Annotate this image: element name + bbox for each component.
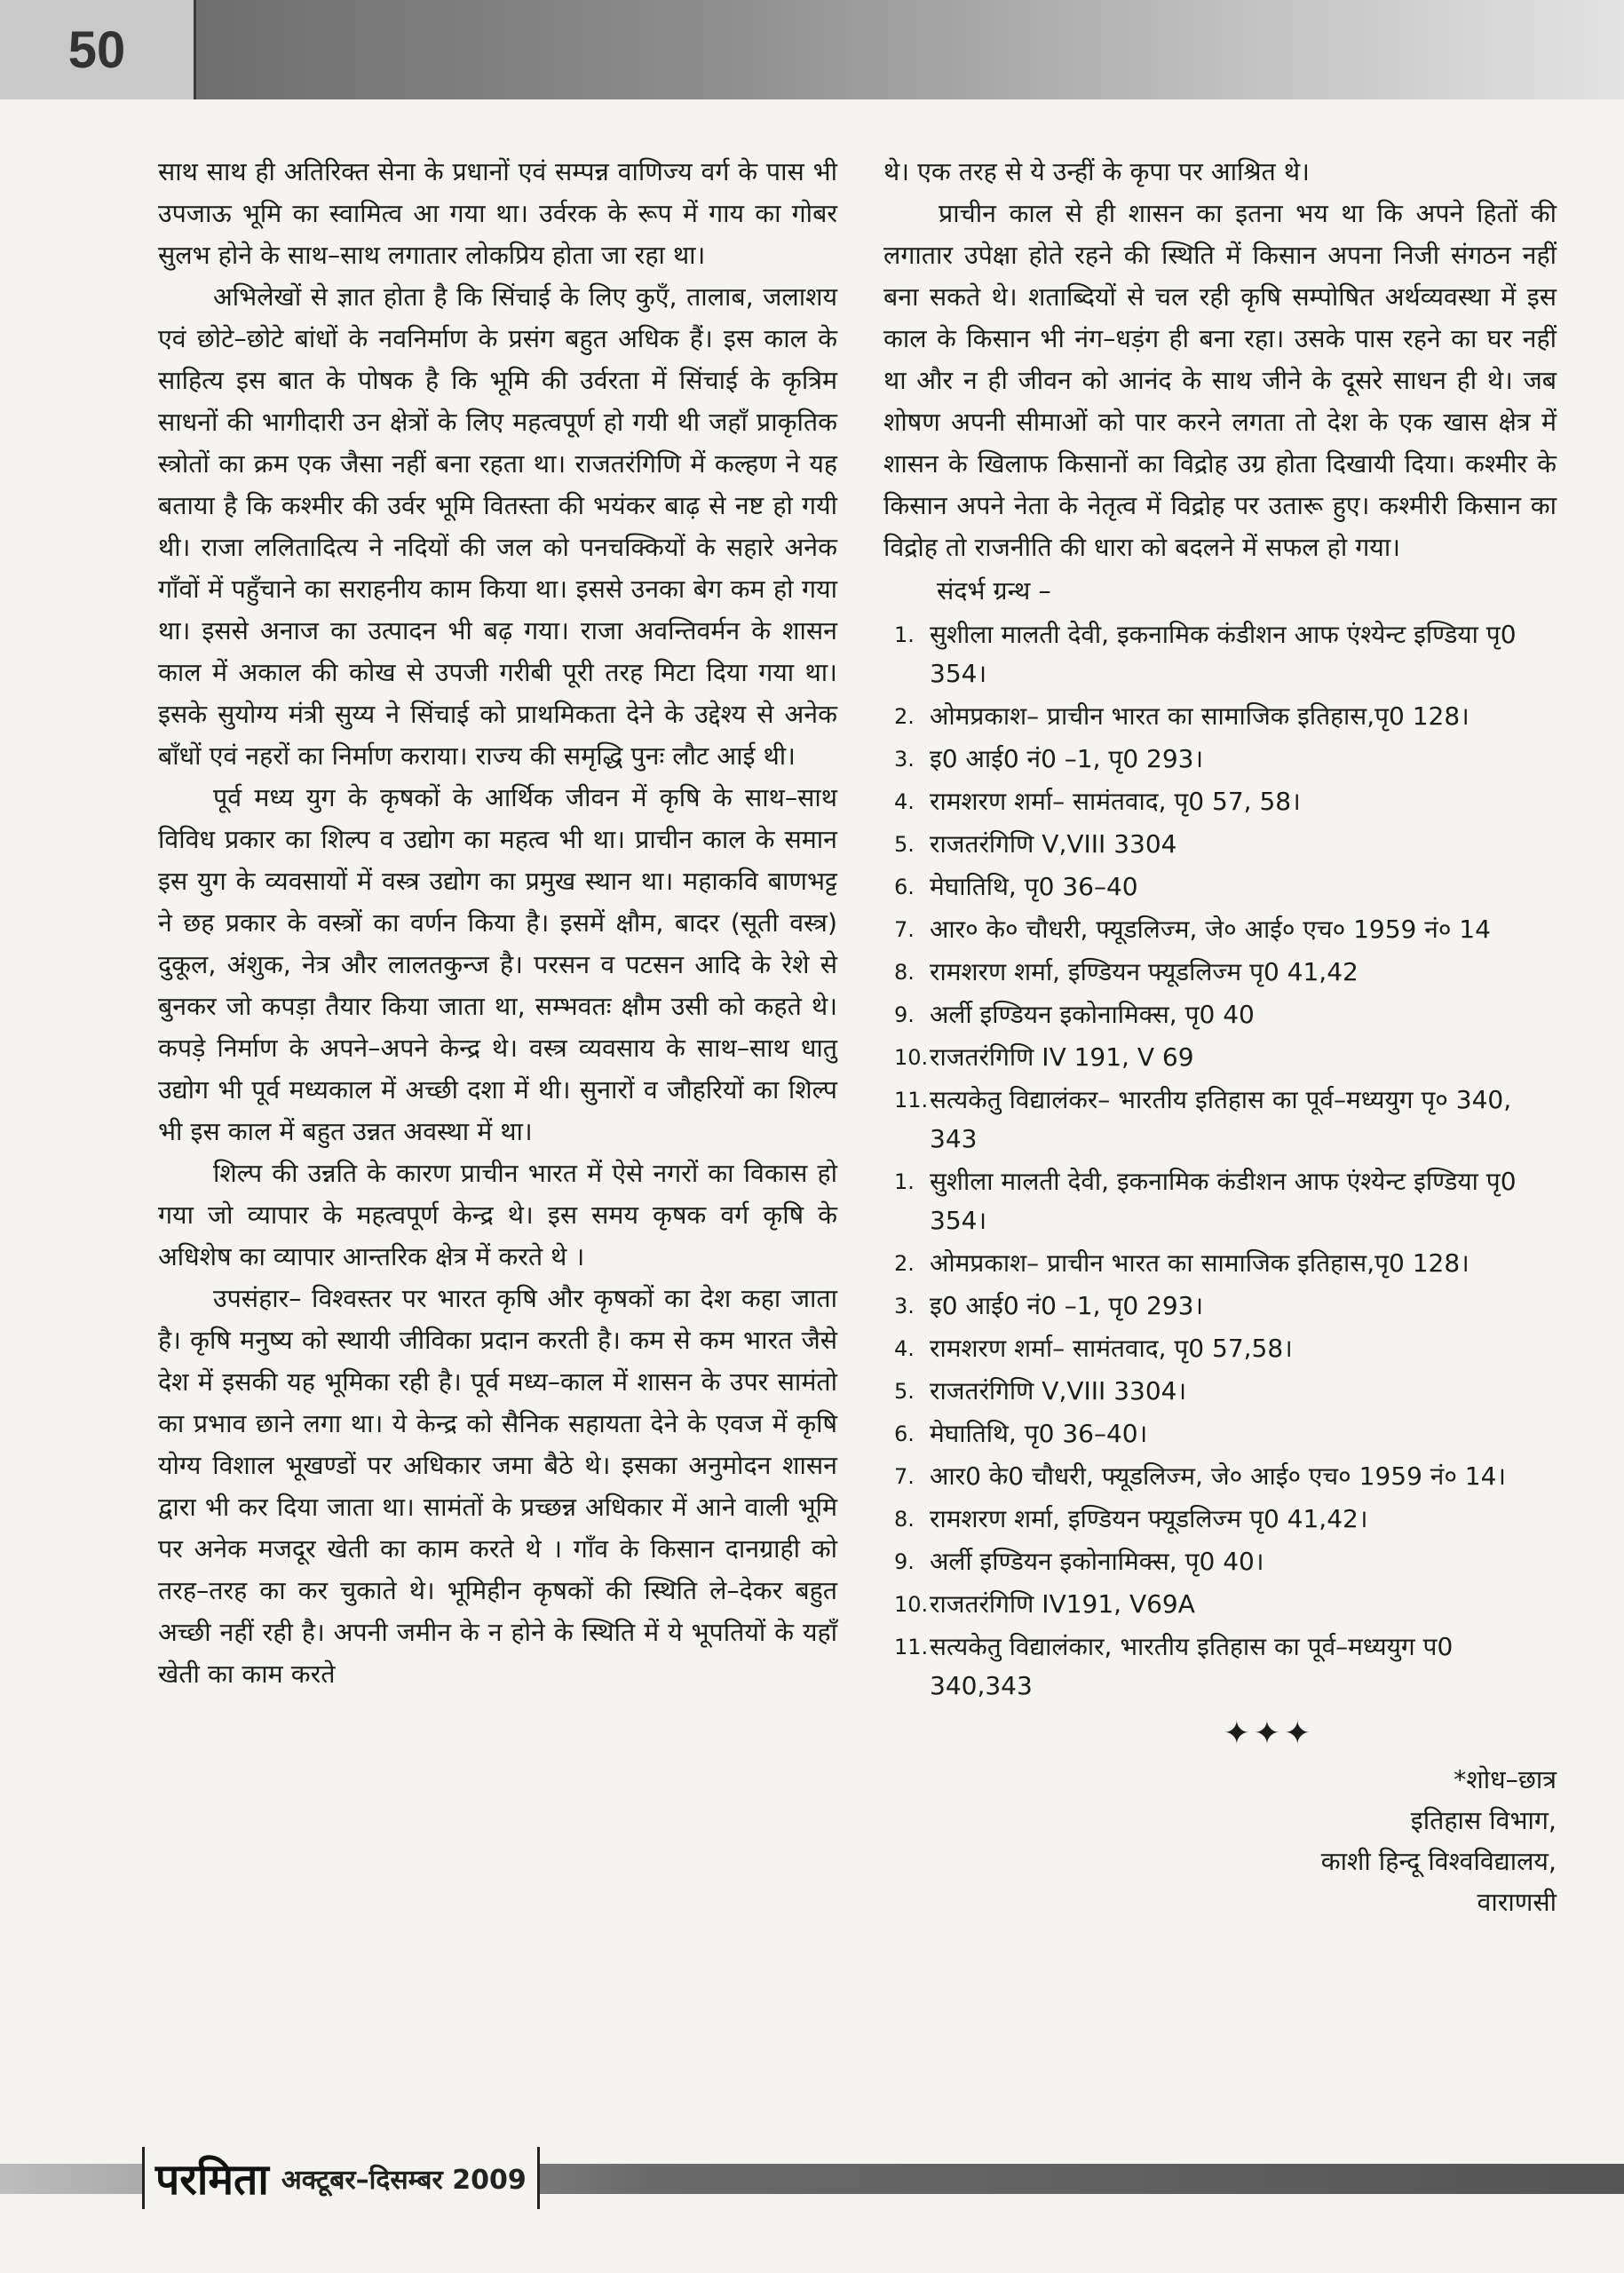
reference-item	[883, 1244, 1557, 1283]
right-column	[883, 151, 1557, 2144]
reference-item	[883, 825, 1557, 864]
reference-item	[883, 1585, 1557, 1624]
reference-text: सुशीला मालती देवी, इकनामिक कंडीशन आफ एंश्येन्ट इण्डिया पृ0 354।	[930, 620, 1517, 688]
reference-item	[883, 910, 1557, 949]
reference-number: 11.	[894, 1635, 929, 1659]
reference-text: रामशरण शर्मा, इण्डियन फ्यूडलिज्म पृ0 41,42।	[930, 1504, 1368, 1533]
reference-text: आर0 के0 चौधरी, फ्यूडलिज्म, जे० आई० एच० 1959 नं० 14।	[930, 1461, 1507, 1491]
affiliation-line: काशी हिन्दू विश्वविद्यालय,	[1320, 1847, 1557, 1876]
reference-item	[883, 1628, 1557, 1706]
reference-text: इ0 आई0 नं0 –1, पृ0 293।	[930, 1291, 1204, 1320]
section-end-ornament: ✦✦✦	[1223, 1715, 1315, 1752]
reference-text: ओमप्रकाश– प्राचीन भारत का सामाजिक इतिहास,पृ0 128।	[930, 701, 1470, 731]
reference-item	[883, 1542, 1557, 1581]
reference-item	[883, 1500, 1557, 1539]
reference-number: 1.	[894, 1169, 915, 1194]
body-paragraph: थे। एक तरह से ये उन्हीं के कृपा पर आश्रित थे।	[883, 157, 1310, 186]
header-band	[194, 0, 1624, 99]
reference-number: 1.	[894, 622, 915, 647]
reference-number: 7.	[894, 1464, 915, 1489]
reference-text: राजतरंगिणि IV 191, V 69	[930, 1042, 1194, 1072]
reference-number: 11.	[894, 1088, 929, 1113]
reference-item	[883, 1038, 1557, 1077]
body-paragraph: साथ साथ ही अतिरिक्त सेना के प्रधानों एवं सम्पन्न वाणिज्य वर्ग के पास भी उपजाऊ भूमि का स्वामित्व आ गया था। उर्वरक के रूप में गाय का गोबर सुलभ होने के साथ–साथ लगातार लोकप्रिय होता जा रहा था।	[158, 157, 837, 270]
reference-number: 5.	[894, 832, 915, 857]
body-paragraph: प्राचीन काल से ही शासन का इतना भय था कि अपने हितों की लगातार उपेक्षा होते रहने की स्थिति में किसान अपना निजी संगठन नहीं बना सकते थे। शताब्दियों से चल रही कृषि सम्पोषित अर्थव्यवस्था में इस काल के किसान भी नंग–धड़ंग ही बना रहा। उसके पास रहने का घर नहीं था और न ही जीवन को आनंद के साथ जीने के दूसरे साधन ही थे। जब शोषण अपनी सीमाओं को पार करने लगता तो देश के एक खास क्षेत्र में शासन के खिलाफ किसानों का विद्रोह उग्र होता दिखायी दिया। कश्मीर के किसान अपने नेता के नेतृत्व में विद्रोह पर उतारू हुए। कश्मीरी किसान का विद्रोह तो राजनीति की धारा को बदलने में सफल हो गया।	[883, 199, 1557, 562]
reference-number: 9.	[894, 1549, 915, 1574]
reference-item	[883, 1372, 1557, 1411]
reference-item	[883, 1287, 1557, 1326]
reference-item	[883, 782, 1557, 821]
body-paragraph: शिल्प की उन्नति के कारण प्राचीन भारत में ऐसे नगरों का विकास हो गया जो व्यापार के महत्वपूर्ण केन्द्र थे। इस समय कृषक वर्ग कृषि के अधिशेष का व्यापार आन्तरिक क्षेत्र में करते थे ।	[158, 1159, 837, 1271]
reference-text: सत्यकेतु विद्यालंकार, भारतीय इतिहास का पूर्व–मध्ययुग प0 340,343	[930, 1632, 1454, 1700]
affiliation-line: *शोध–छात्र	[1454, 1765, 1557, 1794]
reference-number: 4.	[894, 1336, 915, 1361]
reference-text: राजतरंगिणि V,VIII 3304	[930, 829, 1177, 859]
reference-number: 9.	[894, 1002, 915, 1027]
reference-number: 3.	[894, 747, 915, 772]
conclusion-paragraph: उपसंहार– विश्वस्तर पर भारत कृषि और कृषकों का देश कहा जाता है। कृषि मनुष्य को स्थायी जीविका प्रदान करती है। कम से कम भारत जैसे देश में इसकी यह भूमिका रही है। पूर्व मध्य–काल में शासन के उपर सामंतो का प्रभाव छाने लगा था। ये केन्द्र को सैनिक सहायता देने के एवज में कृषि योग्य विशाल भूखण्डों पर अधिकार जमा बैठे थे। इसका अनुमोदन शासन द्वारा भी कर दिया जाता था। सामंतों के प्रच्छन्न अधिकार में आने वाली भूमि पर अनेक मजदूर खेती का काम करते थे । गाँव के किसान दानग्राही को तरह–तरह का कर चुकाते थे। भूमिहीन कृषकों की स्थिति ले–देकर बहुत अच्छी नहीं रही है। अपनी जमीन के न होने के स्थिति में ये भूपतियों के यहाँ खेती का काम करते	[158, 1284, 837, 1689]
reference-number: 2.	[894, 1251, 915, 1276]
reference-text: ओमप्रकाश– प्राचीन भारत का सामाजिक इतिहास,पृ0 128।	[930, 1248, 1470, 1278]
reference-number: 7.	[894, 917, 915, 942]
reference-text: रामशरण शर्मा– सामंतवाद, पृ0 57,58।	[930, 1334, 1293, 1363]
body-paragraph: अभिलेखों से ज्ञात होता है कि सिंचाई के लिए कुएँ, तालाब, जलाशय एवं छोटे–छोटे बांधों के नवनिर्माण के प्रसंग बहुत अधिक हैं। इस काल के साहित्य इस बात के पोषक है कि भूमि की उर्वरता में सिंचाई के कृत्रिम साधनों की भागीदारी उन क्षेत्रों के लिए महत्वपूर्ण हो गयी थी जहाँ प्राकृतिक स्त्रोतों का क्रम एक जैसा नहीं बना रहता था। राजतरंगिणि में कल्हण ने यह बताया है कि कश्मीर की उर्वर भूमि वितस्ता की भयंकर बाढ़ से नष्ट हो गयी थी। राजा ललितादित्य ने नदियों की जल को पनचक्कियों के सहारे अनेक गाँवों में पहुँचाने का सराहनीय काम किया था। इससे उनका बेग कम हो गया था। इससे अनाज का उत्पादन भी बढ़ गया। राजा अवन्तिवर्मन के शासन काल में अकाल की कोख से उपजी गरीबी पूरी तरह मिटा दिया गया था। इसके सुयोग्य मंत्री सुय्य ने सिंचाई को प्राथमिकता देने के उद्देश्य से अनेक बाँधों एवं नहरों का निर्माण कराया। राज्य की समृद्धि पुनः लौट आई थी।	[158, 282, 837, 771]
footer-masthead	[142, 2147, 540, 2209]
reference-text: मेघातिथि, पृ0 36–40	[930, 872, 1138, 901]
reference-text: मेघातिथि, पृ0 36–40।	[930, 1419, 1148, 1448]
reference-text: राजतरंगिणि IV191, V69A	[930, 1589, 1195, 1619]
reference-text: रामशरण शर्मा, इण्डियन फ्यूडलिज्म पृ0 41,42	[930, 957, 1359, 986]
reference-number: 10.	[894, 1045, 929, 1070]
reference-item	[883, 1081, 1557, 1159]
reference-item	[883, 697, 1557, 736]
issue-date: अक्टूबर–दिसम्बर 2009	[281, 2164, 527, 2196]
reference-item	[883, 995, 1557, 1034]
affiliation-line: वाराणसी	[1477, 1888, 1557, 1917]
reference-text: रामशरण शर्मा– सामंतवाद, पृ0 57, 58।	[930, 787, 1301, 816]
reference-item	[883, 953, 1557, 992]
reference-text: आर० के० चौधरी, फ्यूडलिज्म, जे० आई० एच० 1959 नं० 14	[930, 915, 1491, 944]
body-paragraph: पूर्व मध्य युग के कृषकों के आर्थिक जीवन में कृषि के साथ–साथ विविध प्रकार का शिल्प व उद्योग का महत्व भी था। प्राचीन काल के समान इस युग के व्यवसायों में वस्त्र उद्योग का प्रमुख स्थान था। महाकवि बाणभट्ट ने छह प्रकार के वस्त्रों का वर्णन किया है। इसमें क्षौम, बादर (सूती वस्त्र) दुकूल, अंशुक, नेत्र और लालतकुन्ज है। परसन व पटसन आदि के रेशे से बुनकर जो कपड़ा तैयार किया जाता था, सम्भवतः क्षौम उसी को कहते थे। कपड़े निर्माण के अपने–अपने केन्द्र थे। वस्त्र व्यवसाय के साथ–साथ धातु उद्योग भी पूर्व मध्यकाल में अच्छी दशा में थी। सुनारों व जौहरियों का शिल्प भी इस काल में बहुत उन्नत अवस्था में था।	[158, 783, 837, 1146]
references-list	[883, 615, 1557, 1706]
page-number: 50	[0, 0, 194, 99]
author-affiliation	[883, 1760, 1557, 1923]
reference-item	[883, 1414, 1557, 1453]
reference-item	[883, 867, 1557, 907]
reference-number: 6.	[894, 875, 915, 899]
reference-number: 6.	[894, 1422, 915, 1446]
reference-number: 3.	[894, 1294, 915, 1319]
reference-text: अर्ली इण्डियन इकोनामिक्स, पृ0 40।	[930, 1547, 1264, 1576]
reference-item	[883, 1329, 1557, 1368]
reference-item	[883, 740, 1557, 779]
reference-item	[883, 615, 1557, 693]
reference-text: सुशीला मालती देवी, इकनामिक कंडीशन आफ एंश्येन्ट इण्डिया पृ0 354।	[930, 1167, 1517, 1235]
reference-text: राजतरंगिणि V,VIII 3304।	[930, 1376, 1187, 1406]
reference-number: 5.	[894, 1379, 915, 1404]
reference-number: 4.	[894, 789, 915, 814]
left-column	[158, 151, 837, 2144]
magazine-name: परमिता	[155, 2154, 269, 2205]
reference-text: इ0 आई0 नं0 –1, पृ0 293।	[930, 744, 1204, 773]
reference-number: 10.	[894, 1592, 929, 1617]
reference-text: सत्यकेतु विद्यालंकर– भारतीय इतिहास का पूर्व–मध्ययुग पृ० 340, 343	[930, 1085, 1512, 1153]
reference-number: 8.	[894, 1507, 915, 1532]
reference-text: अर्ली इण्डियन इकोनामिक्स, पृ0 40	[930, 1000, 1255, 1029]
reference-item	[883, 1457, 1557, 1496]
reference-number: 8.	[894, 960, 915, 985]
reference-number: 2.	[894, 704, 915, 729]
reference-item	[883, 1162, 1557, 1240]
references-heading: संदर्भ ग्रन्थ –	[937, 576, 1051, 606]
affiliation-line: इतिहास विभाग,	[1410, 1806, 1557, 1835]
